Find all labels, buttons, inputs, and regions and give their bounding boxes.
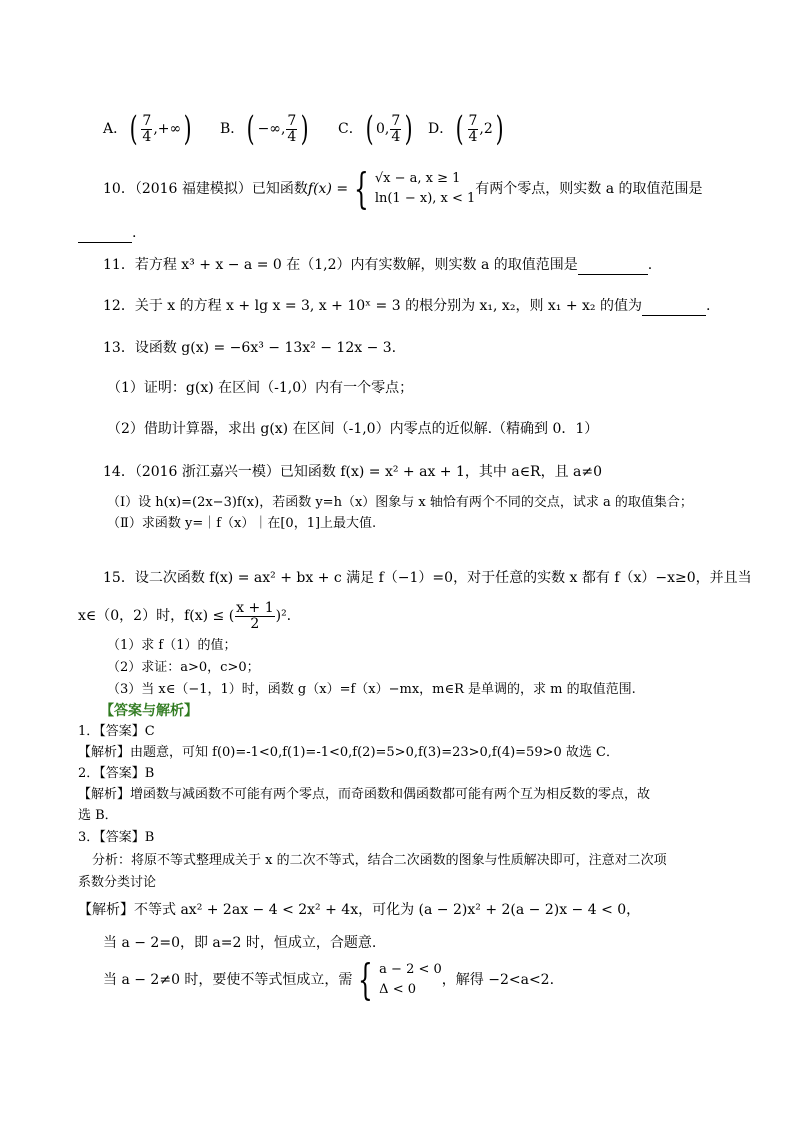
inequality-system xyxy=(352,957,441,1003)
denominator: 2 xyxy=(250,615,260,632)
explanation-1: 【解析】由题意，可知 f(0)=-1<0,f(1)=-1<0,f(2)=5>0,f(3)=23>0,f(4)=59>0 故选 C． xyxy=(78,745,619,760)
system-line-2: Δ < 0 xyxy=(379,982,416,997)
choice-b-label: B． xyxy=(220,121,245,137)
analysis-line-2: 系数分类讨论 xyxy=(78,875,157,890)
question-13-part-1: （1）证明：g(x) 在区间（-1,0）内有一个零点； xyxy=(107,380,414,396)
question-15-part-3: （3）当 x∈（−1，1）时，函数 g（x）=f（x）−mx，m∈R 是单调的，求 m 的取值范围. xyxy=(107,682,636,697)
brace-icon: { xyxy=(354,164,369,213)
denominator: 4 xyxy=(468,128,478,145)
piecewise-system xyxy=(348,166,475,212)
numerator: 7 xyxy=(287,112,297,129)
question-14-part-2: （Ⅱ）求函数 y=｜f（x）｜在[0，1]上最大值. xyxy=(107,516,377,531)
fraction xyxy=(235,601,274,632)
answer-blank xyxy=(642,297,706,316)
numerator: 7 xyxy=(142,112,152,129)
right-paren: ) xyxy=(300,109,309,149)
denominator: 4 xyxy=(391,128,401,145)
answer-blank xyxy=(78,224,132,243)
question-14-part-1: （Ⅰ）设 h(x)=(2x−3)f(x)，若函数 y=h（x）图象与 x 轴恰有两个不同的交点，试求 a 的取值集合； xyxy=(107,495,693,510)
system-line-1: a − 2 < 0 xyxy=(379,962,442,977)
left-paren: ( xyxy=(129,109,138,149)
right-paren: ) xyxy=(495,109,504,149)
answer-1: 1．【答案】C xyxy=(78,724,155,739)
answer-3: 3．【答案】B xyxy=(78,830,155,845)
denominator: 4 xyxy=(142,128,152,145)
case-2: ln(1 − x), x < 1 xyxy=(374,191,476,206)
fraction xyxy=(286,114,297,145)
answers-heading: 【答案与解析】 xyxy=(100,703,198,719)
question-15-stem: 15．设二次函数 f(x) = ax² + bx + c 满足 f（−1）=0，对于任意的实数 x 都有 f（x）−x≥0，并且当 xyxy=(103,570,752,586)
numerator: 7 xyxy=(468,112,478,129)
choice-d xyxy=(428,109,506,149)
brace-icon: { xyxy=(358,955,374,1004)
choice-a-tail: ,+∞ xyxy=(153,121,182,137)
fraction xyxy=(141,114,152,145)
q10-answer-line xyxy=(78,224,136,243)
q10-end: . xyxy=(132,225,137,241)
case-ne-end: ，解得 −2<a<2. xyxy=(441,972,555,988)
right-paren: ) xyxy=(404,109,413,149)
numerator: 7 xyxy=(391,112,401,129)
question-10 xyxy=(103,166,703,212)
case-equal: 当 a − 2=0，即 a=2 时，恒成立，合题意. xyxy=(103,935,377,951)
answer-blank xyxy=(578,256,648,275)
explanation-3: 【解析】不等式 ax² + 2ax − 4 < 2x² + 4x，可化为 (a − 2)x² + 2(a − 2)x − 4 < 0， xyxy=(78,902,641,918)
choice-d-tail: ,2 xyxy=(479,121,493,137)
q10-suffix: 有两个零点，则实数 a 的取值范围是 xyxy=(475,181,703,197)
left-paren: ( xyxy=(365,109,374,149)
left-paren: ( xyxy=(246,109,255,149)
q12-text: 12．关于 x 的方程 x + lg x = 3, x + 10ˣ = 3 的根分别为 x₁, x₂，则 x₁ + x₂ 的值为 xyxy=(103,298,642,314)
question-11 xyxy=(103,256,652,275)
choice-c-label: C． xyxy=(338,121,363,137)
case-ne-start: 当 a − 2≠0 时，要使不等式恒成立，需 xyxy=(103,972,353,988)
choice-a xyxy=(103,109,194,149)
choice-b-head: −∞, xyxy=(257,121,286,137)
q15-cond-end: )². xyxy=(275,608,292,624)
q11-end: . xyxy=(647,257,653,273)
choice-a-label: A． xyxy=(103,121,128,137)
question-15-part-2: （2）求证：a>0，c>0； xyxy=(107,660,260,675)
case-not-equal xyxy=(103,957,554,1003)
choice-c-head: 0, xyxy=(375,121,390,137)
q11-text: 11．若方程 x³ + x − a = 0 在（1,2）内有实数解，则实数 a 的取值范围是 xyxy=(103,257,578,273)
q12-end: . xyxy=(706,298,711,314)
answer-2: 2．【答案】B xyxy=(78,766,155,781)
question-15-part-1: （1）求 f（1）的值； xyxy=(107,638,237,653)
analysis-line-1: 分析：将原不等式整理成关于 x 的二次不等式，结合二次函数的图象与性质解决即可，注意对二次项 xyxy=(92,853,667,868)
choice-c xyxy=(338,109,416,149)
question-15-condition xyxy=(78,598,291,634)
q10-prefix: 10．（2016 福建模拟）已知函数 xyxy=(103,181,308,197)
explanation-2-line-2: 选 B． xyxy=(78,808,118,823)
question-14-stem: 14．（2016 浙江嘉兴一模）已知函数 f(x) = x² + ax + 1，其中 a∈R，且 a≠0 xyxy=(103,464,603,480)
fraction xyxy=(468,114,479,145)
question-13-part-2: （2）借助计算器，求出 g(x) 在区间（-1,0）内零点的近似解.（精确到 0．1） xyxy=(107,421,599,437)
numerator: x + 1 xyxy=(236,599,274,616)
choice-d-label: D． xyxy=(428,121,454,137)
choice-b xyxy=(220,109,312,149)
q10-function: f(x) = xyxy=(307,181,349,197)
left-paren: ( xyxy=(455,109,464,149)
explanation-2-line-1: 【解析】增函数与减函数不可能有两个零点，而奇函数和偶函数都可能有两个互为相反数的零点，故 xyxy=(78,787,651,802)
case-1: √x − a, x ≥ 1 xyxy=(374,171,461,186)
right-paren: ) xyxy=(183,109,192,149)
fraction xyxy=(390,114,401,145)
question-13-stem: 13．设函数 g(x) = −6x³ − 13x² − 12x − 3. xyxy=(103,340,397,356)
question-12 xyxy=(103,297,710,316)
denominator: 4 xyxy=(287,128,297,145)
q15-cond-start: x∈（0，2）时，f(x) ≤ ( xyxy=(78,608,235,624)
